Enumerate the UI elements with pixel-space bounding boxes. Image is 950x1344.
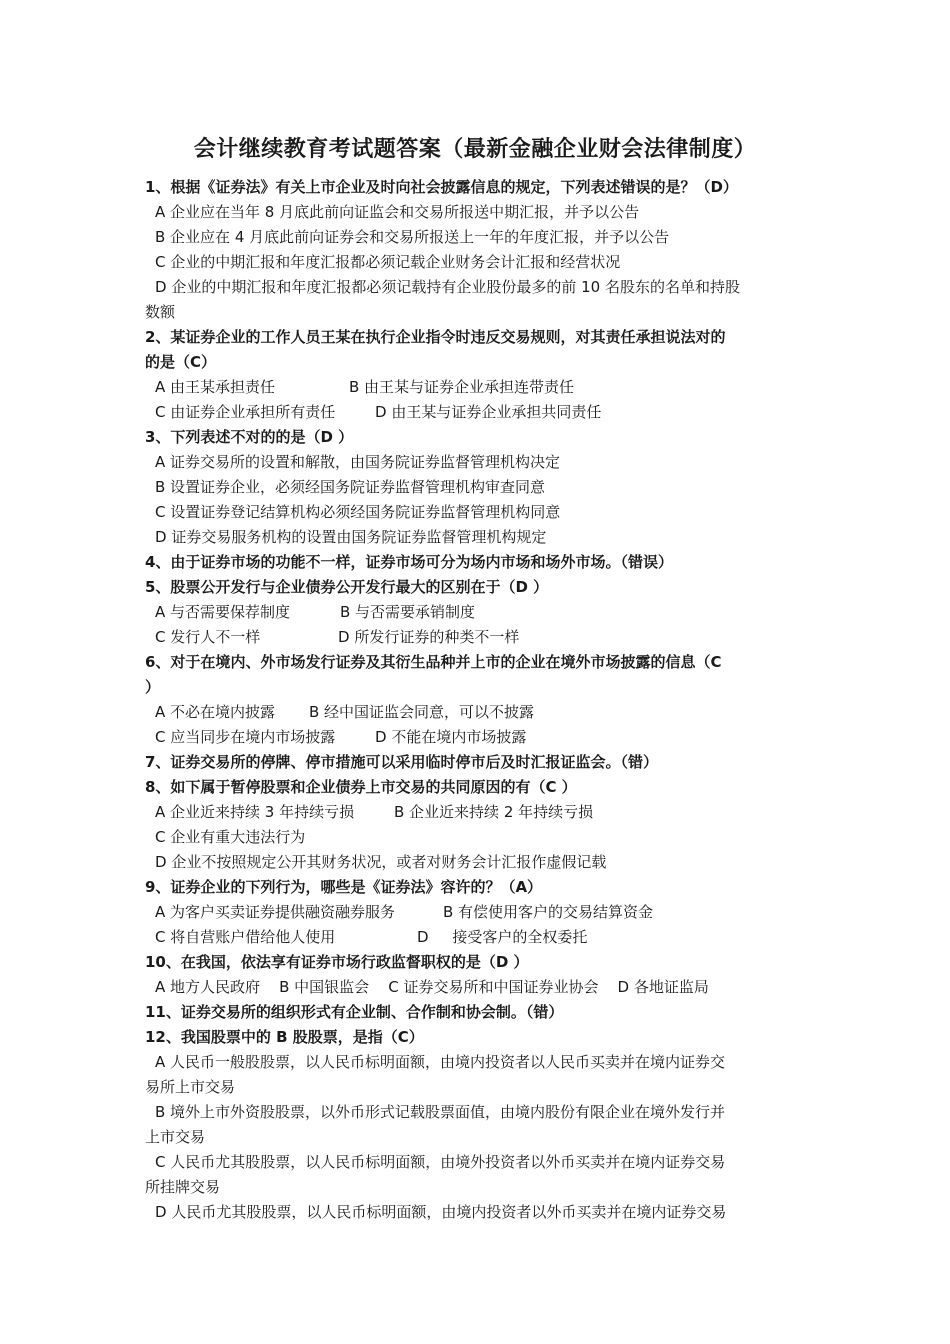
question-4: 4、由于证券市场的功能不一样，证券市场可分为场内市场和场外市场。（错误） xyxy=(145,553,673,571)
option: C 人民币尤其股股票，以人民币标明面额，由境外投资者以外币买卖并在境内证券交易 xyxy=(155,1153,726,1171)
option: C 发行人不一样 xyxy=(155,628,261,646)
question-1: 1、根据《证券法》有关上市企业及时向社会披露信息的规定，下列表述错误的是？（D） xyxy=(145,178,738,196)
question-12: 12、我国股票中的 B 股股票，是指（C） xyxy=(145,1028,424,1046)
option: B 与否需要承销制度 xyxy=(340,603,476,621)
option: A 企业应在当年 8 月底此前向证监会和交易所报送中期汇报，并予以公告 xyxy=(155,203,640,221)
option: B 设置证券企业，必须经国务院证券监督管理机构审查同意 xyxy=(155,478,546,496)
option: C 将自营账户借给他人使用 xyxy=(155,928,336,946)
option-continuation: 数额 xyxy=(145,303,176,321)
document-body xyxy=(145,175,810,1225)
question-3: 3、下列表述不对的的是（D ） xyxy=(145,428,354,446)
question-7: 7、证券交易所的停牌、停市措施可以采用临时停市后及时汇报证监会。（错） xyxy=(145,753,658,771)
option: B 企业应在 4 月底此前向证券会和交易所报送上一年的年度汇报，并予以公告 xyxy=(155,228,670,246)
option: D 企业的中期汇报和年度汇报都必须记载持有企业股份最多的前 10 名股东的名单和持股 xyxy=(155,278,740,296)
option-row xyxy=(145,600,810,625)
option-row xyxy=(145,625,810,650)
question-10: 10、在我国，依法享有证券市场行政监督职权的是（D ） xyxy=(145,953,529,971)
question-5: 5、股票公开发行与企业债券公开发行最大的区别在于（D ） xyxy=(145,578,549,596)
option: A 证券交易所的设置和解散，由国务院证券监督管理机构决定 xyxy=(155,453,561,471)
option: D 不能在境内市场披露 xyxy=(375,728,527,746)
option-row xyxy=(145,700,810,725)
question-6: 6、对于在境内、外市场发行证券及其衍生品种并上市的企业在境外市场披露的信息（C xyxy=(145,653,722,671)
option-continuation: 所挂牌交易 xyxy=(145,1178,221,1196)
option: A 与否需要保荐制度 xyxy=(155,603,291,621)
option: B 境外上市外资股股票，以外币形式记载股票面值，由境内股份有限企业在境外发行并 xyxy=(155,1103,726,1121)
option: C 由证券企业承担所有责任 xyxy=(155,403,336,421)
option-row: A 地方人民政府 B 中国银监会 C 证券交易所和中国证券业协会 D 各地证监局 xyxy=(155,978,709,996)
option: A 不必在境内披露 xyxy=(155,703,276,721)
option-row xyxy=(145,375,810,400)
option-row xyxy=(145,400,810,425)
option: D 证券交易服务机构的设置由国务院证券监督管理机构规定 xyxy=(155,528,547,546)
option: B 由王某与证券企业承担连带责任 xyxy=(349,378,575,396)
option-row xyxy=(145,800,810,825)
option: D 人民币尤其股股票，以人民币标明面额，由境内投资者以外币买卖并在境内证券交易 xyxy=(155,1203,727,1221)
document-title: 会计继续教育考试题答案（最新金融企业财会法律制度） xyxy=(193,137,757,162)
option: D 由王某与证券企业承担共同责任 xyxy=(375,403,602,421)
option: B 有偿使用客户的交易结算资金 xyxy=(443,903,654,921)
option: C 应当同步在境内市场披露 xyxy=(155,728,336,746)
option: A 企业近来持续 3 年持续亏损 xyxy=(155,803,355,821)
option-continuation: 易所上市交易 xyxy=(145,1078,236,1096)
option: B 企业近来持续 2 年持续亏损 xyxy=(394,803,594,821)
question-9: 9、证券企业的下列行为，哪些是《证券法》容许的？（A） xyxy=(145,878,543,896)
question-11: 11、证券交易所的组织形式有企业制、合作制和协会制。（错） xyxy=(145,1003,564,1021)
option: C 企业有重大违法行为 xyxy=(155,828,306,846)
option-row xyxy=(145,900,810,925)
question-2: 2、某证券企业的工作人员王某在执行企业指令时违反交易规则，对其责任承担说法对的 xyxy=(145,328,726,346)
option: A 人民币一般股股票，以人民币标明面额，由境内投资者以人民币买卖并在境内证券交 xyxy=(155,1053,726,1071)
option: B 经中国证监会同意，可以不披露 xyxy=(309,703,535,721)
option-continuation: 上市交易 xyxy=(145,1128,206,1146)
option: C 设置证券登记结算机构必须经国务院证券监督管理机构同意 xyxy=(155,503,561,521)
question-2-continuation: 的是（C） xyxy=(145,353,217,371)
question-8: 8、如下属于暂停股票和企业债券上市交易的共同原因的有（C ） xyxy=(145,778,577,796)
option: D 接受客户的全权委托 xyxy=(417,928,588,946)
option: D 企业不按照规定公开其财务状况，或者对财务会计汇报作虚假记载 xyxy=(155,853,607,871)
option: A 由王某承担责任 xyxy=(155,378,276,396)
question-6-continuation: ） xyxy=(145,678,161,696)
option: A 为客户买卖证券提供融资融券服务 xyxy=(155,903,396,921)
option-row xyxy=(145,725,810,750)
option: C 企业的中期汇报和年度汇报都必须记载企业财务会计汇报和经营状况 xyxy=(155,253,621,271)
option-row xyxy=(145,925,810,950)
option: D 所发行证券的种类不一样 xyxy=(338,628,520,646)
